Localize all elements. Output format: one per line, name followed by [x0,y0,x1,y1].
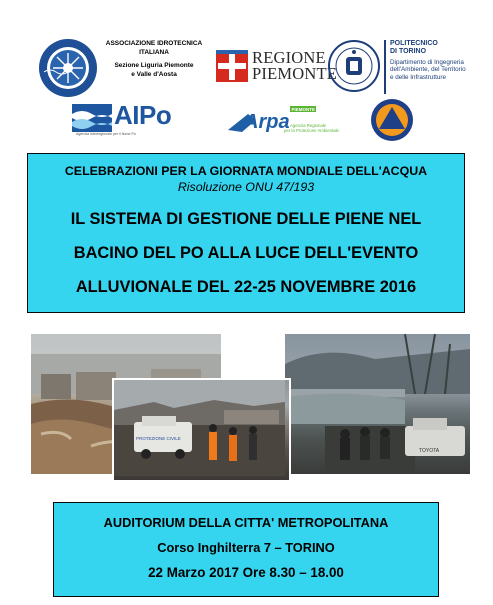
polito-line1: POLITECNICO [390,40,438,47]
title-box [27,153,465,313]
polito-line2: DI TORINO [390,48,427,55]
main-title-line1: IL SISTEMA DI GESTIONE DELLE PIENE NEL [70,210,422,228]
event-date-time: 22 Marzo 2017 Ore 8.30 – 18.00 [148,565,344,580]
regione-line1: REGIONE [252,48,326,67]
aipo-tagline: Agenzia Interregionale per il fiume Po [76,132,136,136]
polito-line5: e delle Infrastrutture [390,73,447,81]
aii-line1: ASSOCIAZIONE IDROTECNICA [105,40,203,47]
main-title [28,202,464,304]
rescue-scene-illustration [114,380,285,476]
arpa-tag: PIEMONTE [291,107,316,112]
protezione-civile-icon [370,98,414,142]
politecnico-seal-icon [328,40,380,92]
aii-line3: Sezione Liguria Piemonte [114,62,194,69]
politecnico-divider [384,40,386,94]
arpa-sub1: Agenzia Regionale [290,123,327,128]
aii-line4: e Valle d'Aosta [131,70,177,78]
venue-box [53,502,439,597]
main-title-line3: ALLUVIONALE DEL 22-25 NOVEMBRE 2016 [75,278,417,296]
regione-line2: PIEMONTE [252,64,338,83]
polito-line4: dell'Ambiente, del Territorio [390,66,466,74]
venue-address: Corso Inghilterra 7 – TORINO [157,540,335,555]
un-resolution-line: Risoluzione ONU 47/193 [177,180,315,194]
regione-piemonte-flag-icon [216,50,248,82]
aii-association-text [100,40,208,79]
aii-logo-icon [38,38,98,98]
arpa-piemonte-logo [226,100,346,140]
rescue-vehicles-photo [112,378,291,482]
arpa-name: Arpa [244,111,290,133]
arpa-sub2: per la Protezione Ambientale [284,128,339,133]
flooded-bridge-illustration [285,334,470,474]
polito-line3: Dipartimento di Ingegneria [390,59,464,66]
flood-river-photo-right [284,333,471,475]
main-title-line2: BACINO DEL PO ALLA LUCE DELL'EVENTO [73,244,419,262]
toyota-text: TOYOTA [419,448,440,454]
aipo-wave-icon [72,104,112,132]
politecnico-text [390,40,490,81]
aii-line2: ITALIANA [139,48,169,56]
truck-text: PROTEZIONE CIVILE [136,436,181,441]
event-celebration-line: CELEBRAZIONI PER LA GIORNATA MONDIALE DELL'ACQUA [64,164,428,178]
regione-piemonte-text [252,50,337,82]
venue-name: AUDITORIUM DELLA CITTA' METROPOLITANA [103,515,389,530]
aipo-name: AIPo [114,100,172,130]
